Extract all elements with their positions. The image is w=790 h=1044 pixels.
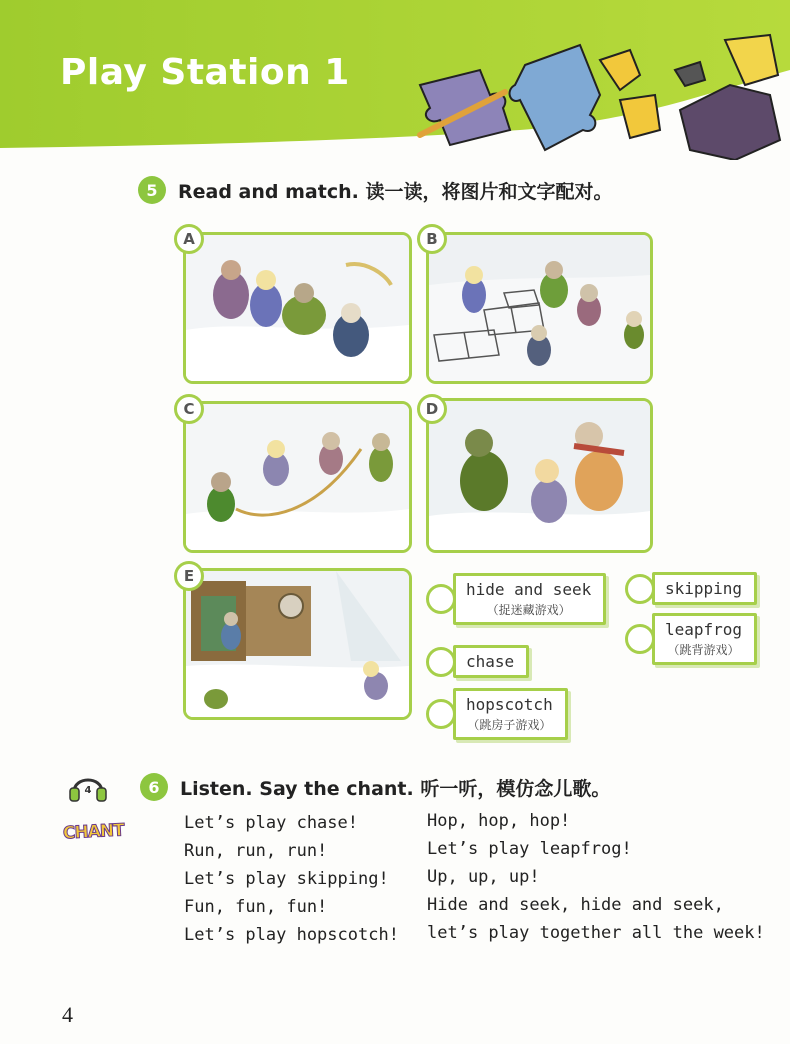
tag-chinese: （捉迷藏游戏） bbox=[486, 603, 571, 617]
chant-line: let’s play together all the week! bbox=[427, 923, 765, 943]
picture-letter-d: D bbox=[417, 394, 447, 424]
picture-letter-c: C bbox=[174, 394, 204, 424]
chant-label: CHANT bbox=[62, 820, 125, 844]
picture-letter-b: B bbox=[417, 224, 447, 254]
answer-circle[interactable] bbox=[426, 584, 456, 614]
match-tag-chase[interactable] bbox=[426, 645, 529, 678]
chant-line: Hop, hop, hop! bbox=[427, 811, 571, 831]
tag-box bbox=[453, 573, 606, 625]
rabbits-skipping-illustration bbox=[186, 404, 409, 550]
tag-chinese: （跳背游戏） bbox=[667, 643, 740, 657]
chant-line: Let’s play leapfrog! bbox=[427, 839, 632, 859]
tag-box bbox=[453, 688, 568, 740]
match-tag-leapfrog[interactable] bbox=[625, 613, 757, 665]
chant-left-column bbox=[184, 809, 399, 949]
chant-line: Up, up, up! bbox=[427, 867, 540, 887]
match-tag-hopscotch[interactable] bbox=[426, 688, 568, 740]
chant-line: Let’s play chase! bbox=[184, 813, 358, 833]
tag-box bbox=[652, 572, 757, 605]
tag-english: skipping bbox=[665, 579, 743, 598]
headphones-icon[interactable] bbox=[68, 770, 108, 802]
tag-chinese: （跳房子游戏） bbox=[467, 718, 552, 732]
chant-line: Run, run, run! bbox=[184, 841, 328, 861]
chant-right-column bbox=[427, 807, 765, 947]
tag-english: hide and seek bbox=[466, 580, 592, 599]
tag-english: chase bbox=[466, 652, 515, 671]
page-number: 4 bbox=[62, 1002, 73, 1027]
rabbits-leapfrog-illustration bbox=[429, 401, 650, 550]
match-tag-skipping[interactable] bbox=[625, 572, 757, 605]
tag-english: hopscotch bbox=[466, 695, 553, 714]
rabbits-hopscotch-illustration bbox=[429, 235, 650, 381]
tag-box bbox=[652, 613, 757, 665]
tag-english: leapfrog bbox=[665, 620, 743, 639]
chant-line: Let’s play skipping! bbox=[184, 869, 389, 889]
answer-circle[interactable] bbox=[625, 574, 655, 604]
audio-track-number: 4 bbox=[84, 785, 92, 796]
page-title: Play Station 1 bbox=[60, 52, 350, 93]
section-5-title: Read and match. 读一读，将图片和文字配对。 bbox=[178, 180, 613, 203]
page-header bbox=[0, 0, 790, 160]
picture-e bbox=[183, 568, 412, 720]
picture-a bbox=[183, 232, 412, 384]
section-6-heading bbox=[140, 773, 610, 801]
answer-circle[interactable] bbox=[625, 624, 655, 654]
chant-line: Hide and seek, hide and seek, bbox=[427, 895, 724, 915]
rabbits-hide-and-seek-illustration bbox=[186, 571, 409, 717]
picture-c bbox=[183, 401, 412, 553]
section-number-badge: 6 bbox=[140, 773, 168, 801]
section-number-badge: 5 bbox=[138, 176, 166, 204]
chant-line: Fun, fun, fun! bbox=[184, 897, 328, 917]
picture-letter-e: E bbox=[174, 561, 204, 591]
match-tag-hide-and-seek[interactable] bbox=[426, 573, 606, 625]
chant-line: Let’s play hopscotch! bbox=[184, 925, 399, 945]
rabbits-chasing-illustration bbox=[186, 235, 409, 381]
section-5-heading bbox=[138, 176, 612, 204]
answer-circle[interactable] bbox=[426, 699, 456, 729]
answer-circle[interactable] bbox=[426, 647, 456, 677]
section-6-title: Listen. Say the chant. 听一听，模仿念儿歌。 bbox=[180, 777, 611, 800]
tag-box bbox=[453, 645, 529, 678]
picture-b bbox=[426, 232, 653, 384]
picture-letter-a: A bbox=[174, 224, 204, 254]
picture-d bbox=[426, 398, 653, 553]
